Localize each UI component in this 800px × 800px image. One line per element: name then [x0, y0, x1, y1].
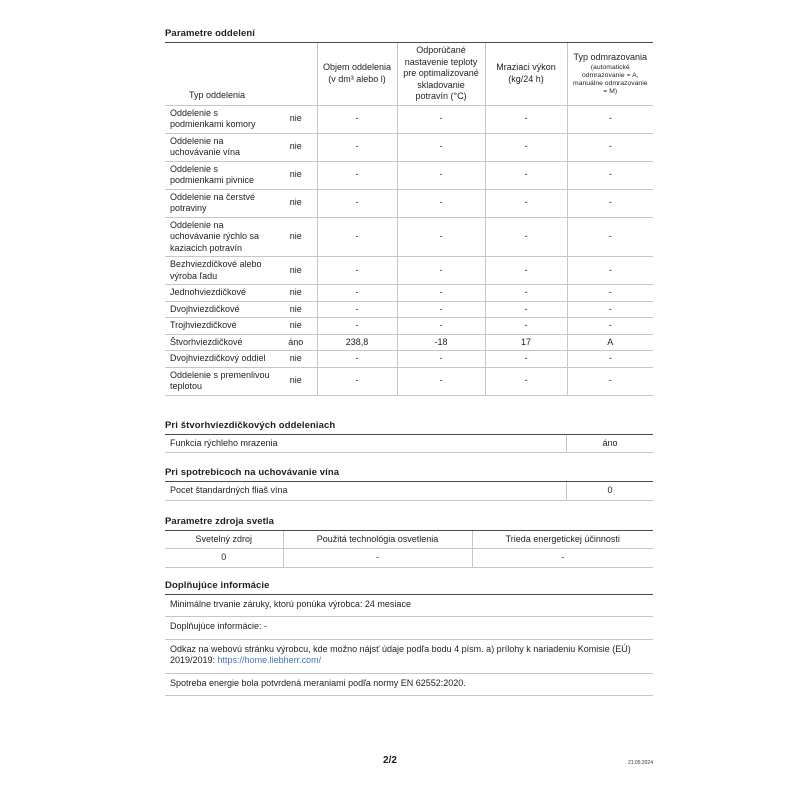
cell-volume: -	[317, 367, 397, 395]
cell-defrost-type: -	[567, 217, 653, 257]
section-compartments	[165, 28, 653, 396]
compartment-label: Oddelenie na uchovávanie vína	[165, 133, 277, 161]
table-row	[165, 301, 653, 318]
cell-defrost-type: -	[567, 367, 653, 395]
compartment-present-value: nie	[277, 133, 317, 161]
cell-temperature: -	[397, 351, 485, 368]
compartment-label: Jednohviezdičkové	[165, 285, 277, 302]
compartment-present-value: nie	[277, 217, 317, 257]
compartment-present-value: nie	[277, 105, 317, 133]
light-value-source: 0	[165, 549, 283, 568]
section-title-compartments: Parametre oddelení	[165, 28, 653, 43]
cell-volume: 238,8	[317, 334, 397, 351]
cell-freezing-capacity: -	[485, 133, 567, 161]
cell-freezing-capacity: -	[485, 161, 567, 189]
compartment-present-value: nie	[277, 257, 317, 285]
light-value-efficiency: -	[472, 549, 653, 568]
compartment-label: Oddelenie s premenlivou teplotou	[165, 367, 277, 395]
footer-date: 21.05.2024	[627, 760, 653, 766]
cell-temperature: -	[397, 257, 485, 285]
cell-defrost-type: -	[567, 351, 653, 368]
section-additional-info	[165, 580, 653, 697]
cell-defrost-type: -	[567, 161, 653, 189]
cell-defrost-type: -	[567, 301, 653, 318]
cell-volume: -	[317, 189, 397, 217]
table-row	[165, 189, 653, 217]
cell-defrost-type: A	[567, 334, 653, 351]
section-title-wine: Pri spotrebicoch na uchovávanie vína	[165, 467, 653, 482]
light-header-technology: Použitá technológia osvetlenia	[283, 531, 472, 549]
compartment-present-value: nie	[277, 161, 317, 189]
page-number: 2/2	[383, 755, 397, 766]
cell-volume: -	[317, 105, 397, 133]
section-title-light-source: Parametre zdroja svetla	[165, 516, 653, 531]
compartments-table	[165, 43, 653, 396]
section-title-additional-info: Doplňujúce informácie	[165, 580, 653, 595]
compartment-present-value: nie	[277, 367, 317, 395]
cell-defrost-type: -	[567, 189, 653, 217]
cell-defrost-type: -	[567, 285, 653, 302]
cell-volume: -	[317, 351, 397, 368]
cell-temperature: -	[397, 217, 485, 257]
wine-bottles-row	[165, 482, 653, 501]
cell-temperature: -18	[397, 334, 485, 351]
additional-info-row: Doplňujúce informácie: -	[165, 617, 653, 640]
compartment-label: Oddelenie s podmienkami pivnice	[165, 161, 277, 189]
cell-freezing-capacity: 17	[485, 334, 567, 351]
defrost-header-sub: (automatické odmrazovanie = A, manuálne odmrazovanie = M)	[573, 64, 648, 95]
compartment-label: Oddelenie s podmienkami komory	[165, 105, 277, 133]
fast-freeze-value: áno	[566, 435, 653, 453]
cell-temperature: -	[397, 161, 485, 189]
cell-temperature: -	[397, 189, 485, 217]
light-value-technology: -	[283, 549, 472, 568]
page-content	[165, 28, 653, 696]
cell-freezing-capacity: -	[485, 189, 567, 217]
wine-bottles-value: 0	[566, 482, 653, 500]
compartment-present-value: nie	[277, 351, 317, 368]
section-title-four-star: Pri štvorhviezdičkových oddeleniach	[165, 420, 653, 435]
manufacturer-link-row	[165, 640, 653, 674]
cell-defrost-type: -	[567, 257, 653, 285]
light-header-source: Svetelný zdroj	[165, 531, 283, 549]
cell-volume: -	[317, 161, 397, 189]
cell-defrost-type: -	[567, 318, 653, 335]
compartment-present-value: nie	[277, 301, 317, 318]
manufacturer-website-link[interactable]: https://home.liebherr.com/	[217, 655, 322, 665]
cell-volume: -	[317, 133, 397, 161]
fast-freeze-label: Funkcia rýchleho mrazenia	[170, 437, 278, 448]
section-four-star	[165, 420, 653, 454]
column-header-defrost-type	[567, 43, 653, 105]
table-row	[165, 161, 653, 189]
cell-temperature: -	[397, 367, 485, 395]
cell-freezing-capacity: -	[485, 217, 567, 257]
compartments-header-row	[165, 43, 653, 105]
cell-freezing-capacity: -	[485, 351, 567, 368]
compartment-label: Trojhviezdičkové	[165, 318, 277, 335]
compartment-label: Dvojhviezdičkový oddiel	[165, 351, 277, 368]
cell-volume: -	[317, 257, 397, 285]
compartment-label: Štvorhviezdičkové	[165, 334, 277, 351]
section-wine	[165, 467, 653, 501]
column-header-volume: Objem oddelenia (v dm³ alebo l)	[317, 43, 397, 105]
table-row	[165, 257, 653, 285]
cell-volume: -	[317, 285, 397, 302]
cell-temperature: -	[397, 285, 485, 302]
cell-freezing-capacity: -	[485, 257, 567, 285]
cell-volume: -	[317, 301, 397, 318]
cell-freezing-capacity: -	[485, 367, 567, 395]
table-row	[165, 351, 653, 368]
compartment-present-value: nie	[277, 318, 317, 335]
cell-freezing-capacity: -	[485, 301, 567, 318]
cell-temperature: -	[397, 301, 485, 318]
cell-freezing-capacity: -	[485, 285, 567, 302]
column-header-temperature: Odporúčané nastavenie teploty pre optimalizované skladovanie potravín (°C)	[397, 43, 485, 105]
wine-bottles-label: Pocet štandardných fliaš vína	[170, 485, 288, 495]
compartment-present-value: áno	[277, 334, 317, 351]
cell-temperature: -	[397, 133, 485, 161]
light-values-row	[165, 549, 653, 568]
table-row	[165, 285, 653, 302]
table-row	[165, 367, 653, 395]
table-row	[165, 133, 653, 161]
light-header-row	[165, 531, 653, 549]
defrost-header-main: Typ odmrazovania	[573, 51, 648, 62]
cell-defrost-type: -	[567, 133, 653, 161]
cell-freezing-capacity: -	[485, 105, 567, 133]
compartment-label: Dvojhviezdičkové	[165, 301, 277, 318]
compartment-present-value: nie	[277, 285, 317, 302]
compartment-label: Bezhviezdičkové alebo výroba ľadu	[165, 257, 277, 285]
cell-volume: -	[317, 217, 397, 257]
light-source-table	[165, 531, 653, 568]
four-star-row	[165, 435, 653, 454]
warranty-row: Minimálne trvanie záruky, ktorú ponúka výrobca: 24 mesiace	[165, 595, 653, 618]
light-header-efficiency: Trieda energetickej účinnosti	[472, 531, 653, 549]
cell-defrost-type: -	[567, 105, 653, 133]
cell-freezing-capacity: -	[485, 318, 567, 335]
column-header-type: Typ oddelenia	[165, 43, 317, 105]
manufacturer-link-text: Odkaz na webovú stránku výrobcu, kde možno nájsť údaje podľa bodu 4 písm. a) prílohy k nariadeniu Komisie (EÚ) 2019/2019:	[170, 643, 631, 665]
cell-temperature: -	[397, 318, 485, 335]
column-header-freezing-capacity: Mraziaci výkon (kg/24 h)	[485, 43, 567, 105]
table-row	[165, 105, 653, 133]
compartment-present-value: nie	[277, 189, 317, 217]
table-row	[165, 217, 653, 257]
energy-measurement-row: Spotreba energie bola potvrdená meraniami podľa normy EN 62552:2020.	[165, 674, 653, 697]
cell-volume: -	[317, 318, 397, 335]
table-row	[165, 318, 653, 335]
table-row	[165, 334, 653, 351]
compartment-label: Oddelenie na čerstvé potraviny	[165, 189, 277, 217]
section-light-source	[165, 516, 653, 568]
cell-temperature: -	[397, 105, 485, 133]
compartment-label: Oddelenie na uchovávanie rýchlo sa kaziacich potravín	[165, 217, 277, 257]
